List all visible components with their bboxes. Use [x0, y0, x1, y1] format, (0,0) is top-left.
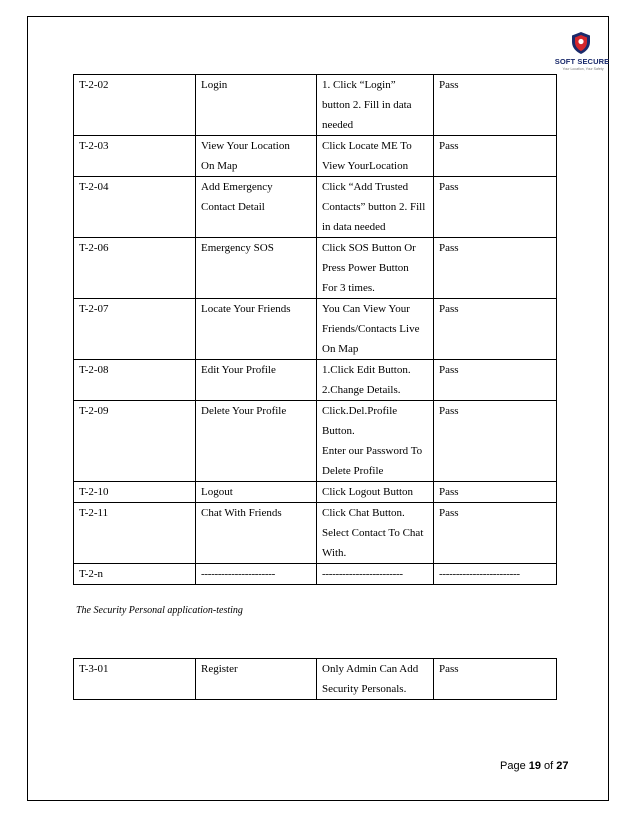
feature-cell	[196, 299, 317, 360]
feature-line: Chat With Friends	[201, 507, 282, 519]
result-text: Pass	[439, 242, 459, 254]
test-id-text: T-2-08	[79, 364, 109, 376]
table-row	[74, 564, 557, 585]
steps-line: Select Contact To Chat	[322, 527, 424, 539]
test-id-cell	[74, 503, 196, 564]
test-id-cell	[74, 177, 196, 238]
steps-line: View YourLocation	[322, 160, 409, 172]
brand-logo	[553, 29, 611, 77]
test-id-text: T-3-01	[79, 663, 109, 675]
steps-line: With.	[322, 547, 347, 559]
test-id-cell	[74, 564, 196, 585]
feature-cell	[196, 503, 317, 564]
security-personal-test-table	[73, 658, 557, 700]
feature-line: ----------------------	[201, 568, 275, 580]
steps-line: Only Admin Can Add	[322, 663, 419, 675]
test-id-text: T-2-07	[79, 303, 109, 315]
result-text: Pass	[439, 405, 459, 417]
table-row	[74, 360, 557, 401]
feature-cell	[196, 482, 317, 503]
steps-line: On Map	[322, 343, 359, 355]
steps-line: For 3 times.	[322, 282, 375, 294]
table-row	[74, 136, 557, 177]
steps-cell	[317, 75, 434, 136]
result-cell	[434, 503, 557, 564]
result-text: ------------------------	[439, 568, 520, 580]
test-id-cell	[74, 659, 196, 700]
steps-cell	[317, 503, 434, 564]
feature-line: On Map	[201, 160, 238, 172]
steps-cell	[317, 482, 434, 503]
page-number	[500, 760, 569, 772]
feature-cell	[196, 136, 317, 177]
result-text: Pass	[439, 140, 459, 152]
steps-line: in data needed	[322, 221, 386, 233]
table-row	[74, 299, 557, 360]
feature-cell	[196, 177, 317, 238]
result-text: Pass	[439, 79, 459, 91]
steps-line: Click Locate ME To	[322, 140, 412, 152]
result-cell	[434, 401, 557, 482]
test-id-cell	[74, 401, 196, 482]
test-id-cell	[74, 238, 196, 299]
brand-tagline: Your Location, Your Safety	[562, 67, 604, 71]
table-row	[74, 238, 557, 299]
feature-line: Contact Detail	[201, 201, 265, 213]
result-cell	[434, 482, 557, 503]
feature-line: Login	[201, 79, 228, 91]
table-row	[74, 482, 557, 503]
steps-line: Click “Add Trusted	[322, 181, 409, 193]
result-cell	[434, 75, 557, 136]
page-of: of	[541, 760, 557, 772]
feature-cell	[196, 659, 317, 700]
steps-cell	[317, 659, 434, 700]
feature-line: Delete Your Profile	[201, 405, 287, 417]
steps-line: Enter our Password To	[322, 445, 423, 457]
test-id-text: T-2-02	[79, 79, 109, 91]
result-cell	[434, 238, 557, 299]
test-id-cell	[74, 136, 196, 177]
steps-cell	[317, 360, 434, 401]
test-id-text: T-2-10	[79, 486, 109, 498]
steps-line: Security Personals.	[322, 683, 407, 695]
steps-cell	[317, 299, 434, 360]
steps-cell	[317, 177, 434, 238]
steps-line: Click.Del.Profile	[322, 405, 398, 417]
result-cell	[434, 177, 557, 238]
result-text: Pass	[439, 507, 459, 519]
test-id-cell	[74, 482, 196, 503]
steps-cell	[317, 564, 434, 585]
feature-line: Locate Your Friends	[201, 303, 291, 315]
test-id-text: T-2-11	[79, 507, 109, 519]
steps-line: Click Logout Button	[322, 486, 414, 498]
test-id-text: T-2-n	[79, 568, 104, 580]
feature-cell	[196, 360, 317, 401]
result-cell	[434, 360, 557, 401]
steps-line: ------------------------	[322, 568, 403, 580]
steps-line: Click SOS Button Or	[322, 242, 416, 254]
result-cell	[434, 659, 557, 700]
steps-line: 2.Change Details.	[322, 384, 401, 396]
table-row	[74, 503, 557, 564]
result-text: Pass	[439, 663, 459, 675]
feature-line: View Your Location	[201, 140, 290, 152]
test-id-text: T-2-03	[79, 140, 109, 152]
test-cases-table	[73, 74, 557, 585]
table-row	[74, 177, 557, 238]
result-cell	[434, 299, 557, 360]
steps-line: 1. Click “Login”	[322, 79, 396, 91]
page-prefix: Page	[500, 760, 529, 772]
table-row	[74, 75, 557, 136]
steps-line: Friends/Contacts Live	[322, 323, 420, 335]
table-row	[74, 659, 557, 700]
feature-line: Register	[201, 663, 238, 675]
steps-cell	[317, 136, 434, 177]
shield-icon	[570, 31, 592, 55]
steps-line: Contacts” button 2. Fill	[322, 201, 426, 213]
steps-line: Press Power Button	[322, 262, 409, 274]
test-id-cell	[74, 75, 196, 136]
feature-line: Edit Your Profile	[201, 364, 276, 376]
brand-name: SOFT SECURE	[554, 57, 610, 66]
steps-cell	[317, 401, 434, 482]
steps-cell	[317, 238, 434, 299]
feature-cell	[196, 401, 317, 482]
test-id-text: T-2-09	[79, 405, 109, 417]
feature-line: Logout	[201, 486, 233, 498]
result-text: Pass	[439, 486, 459, 498]
result-text: Pass	[439, 181, 459, 193]
steps-line: Delete Profile	[322, 465, 384, 477]
feature-cell	[196, 75, 317, 136]
page-current: 19	[528, 760, 541, 772]
test-id-cell	[74, 299, 196, 360]
steps-line: Click Chat Button.	[322, 507, 405, 519]
result-cell	[434, 564, 557, 585]
steps-line: Button.	[322, 425, 355, 437]
result-text: Pass	[439, 303, 459, 315]
test-id-text: T-2-06	[79, 242, 109, 254]
steps-line: You Can View Your	[322, 303, 410, 315]
feature-line: Add Emergency	[201, 181, 273, 193]
feature-cell	[196, 238, 317, 299]
section-caption: The Security Personal application-testing	[76, 605, 243, 616]
result-text: Pass	[439, 364, 459, 376]
page-total: 27	[556, 760, 569, 772]
test-id-text: T-2-04	[79, 181, 109, 193]
test-id-cell	[74, 360, 196, 401]
table-row	[74, 401, 557, 482]
feature-line: Emergency SOS	[201, 242, 274, 254]
steps-line: 1.Click Edit Button.	[322, 364, 411, 376]
result-cell	[434, 136, 557, 177]
feature-cell	[196, 564, 317, 585]
steps-line: button 2. Fill in data	[322, 99, 412, 111]
steps-line: needed	[322, 119, 354, 131]
